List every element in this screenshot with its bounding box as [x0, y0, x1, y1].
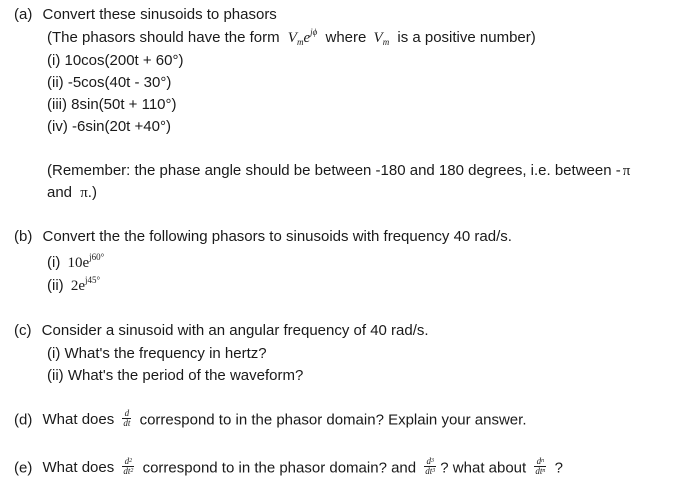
- c-item-2: (ii) What's the period of the waveform?: [47, 367, 304, 384]
- derivative-fraction: [122, 409, 131, 428]
- numerator-exponent: 3: [431, 458, 435, 464]
- second-derivative-fraction: [122, 457, 134, 476]
- question-a-text: Convert these sinusoids to phasors: [42, 6, 277, 23]
- remember-end: .): [87, 184, 97, 201]
- formula-v: V: [287, 30, 297, 46]
- question-d: [14, 408, 527, 430]
- phasor-form-suffix: is a positive number): [397, 29, 536, 46]
- question-e: [14, 456, 563, 478]
- denominator-exponent: n: [542, 468, 546, 474]
- formula-m: m: [296, 37, 304, 47]
- numerator-exponent: 2: [129, 458, 133, 464]
- question-d-label: (d): [14, 411, 33, 429]
- question-a: [14, 6, 277, 24]
- b-item-1-prefix: (i): [47, 254, 61, 271]
- vm-m: m: [382, 37, 390, 47]
- a-item-2: (ii) -5cos(40t - 30°): [47, 74, 172, 91]
- question-a-label: (a): [14, 6, 33, 23]
- phasor-base: 10e: [67, 255, 90, 271]
- phasor-exponent: j45°: [85, 275, 101, 285]
- fraction-numerator: d: [122, 409, 131, 419]
- remember-note-line2: [47, 184, 97, 202]
- remember-text: (Remember: the phase angle should be between -180 and 180 degrees, i.e. between -: [47, 162, 621, 179]
- b-item-1-phasor: [67, 252, 105, 271]
- phasor-exponent: j60°: [89, 252, 105, 262]
- b-item-2-prefix: (ii): [47, 277, 64, 294]
- b-item-1: [47, 254, 104, 273]
- fraction-denominator: [534, 467, 546, 476]
- phasor-form-formula: [287, 27, 318, 47]
- question-d-prefix: What does: [42, 411, 115, 429]
- question-e-end: ?: [554, 459, 563, 477]
- fraction-denominator: dt: [123, 418, 131, 428]
- question-b-text: Convert the the following phasors to sinusoids with frequency 40 rad/s.: [42, 228, 512, 245]
- question-b: [14, 228, 512, 246]
- remember-note-line1: [47, 162, 630, 180]
- remember-and: and: [47, 184, 73, 201]
- numerator-d: d: [124, 456, 130, 466]
- fraction-denominator: [424, 467, 436, 476]
- question-c-text: Consider a sinusoid with an angular frequency of 40 rad/s.: [41, 322, 429, 339]
- formula-e: e: [303, 30, 311, 46]
- a-item-4: (iv) -6sin(20t +40°): [47, 118, 171, 135]
- question-c-label: (c): [14, 322, 32, 339]
- phasor-form-prefix: (The phasors should have the form: [47, 29, 280, 46]
- nth-derivative-fraction: [534, 457, 546, 476]
- phasor-form-where: where: [325, 29, 367, 46]
- question-e-middle2: ? what about: [440, 459, 527, 477]
- denominator-dt: dt: [123, 466, 131, 476]
- phasor-form-vm: [374, 30, 390, 46]
- pi-symbol: π: [622, 163, 631, 179]
- pi-symbol: π: [80, 185, 88, 201]
- question-c: [14, 322, 429, 340]
- phasor-form-note: [47, 29, 536, 48]
- formula-exponent: jϕ: [310, 27, 318, 37]
- question-e-label: (e): [14, 459, 33, 477]
- a-item-1: (i) 10cos(200t + 60°): [47, 52, 184, 69]
- denominator-dt: dt: [425, 466, 433, 476]
- question-e-middle: correspond to in the phasor domain? and: [142, 459, 417, 477]
- third-derivative-fraction: [424, 457, 436, 476]
- vm-v: V: [373, 30, 383, 46]
- numerator-exponent: n: [541, 458, 545, 464]
- question-d-suffix: correspond to in the phasor domain? Explain your answer.: [139, 411, 527, 429]
- b-item-2-phasor: [70, 275, 101, 294]
- denominator-dt: dt: [535, 466, 543, 476]
- question-e-prefix: What does: [42, 459, 115, 477]
- b-item-2: [47, 277, 100, 296]
- numerator-d: d: [536, 456, 542, 466]
- c-item-1: (i) What's the frequency in hertz?: [47, 345, 267, 362]
- denominator-exponent: 2: [130, 468, 134, 474]
- numerator-d: d: [426, 456, 432, 466]
- a-item-3: (iii) 8sin(50t + 110°): [47, 96, 177, 113]
- fraction-denominator: [122, 467, 134, 476]
- denominator-exponent: 3: [432, 468, 436, 474]
- phasor-base: 2e: [70, 278, 85, 294]
- question-b-label: (b): [14, 228, 33, 245]
